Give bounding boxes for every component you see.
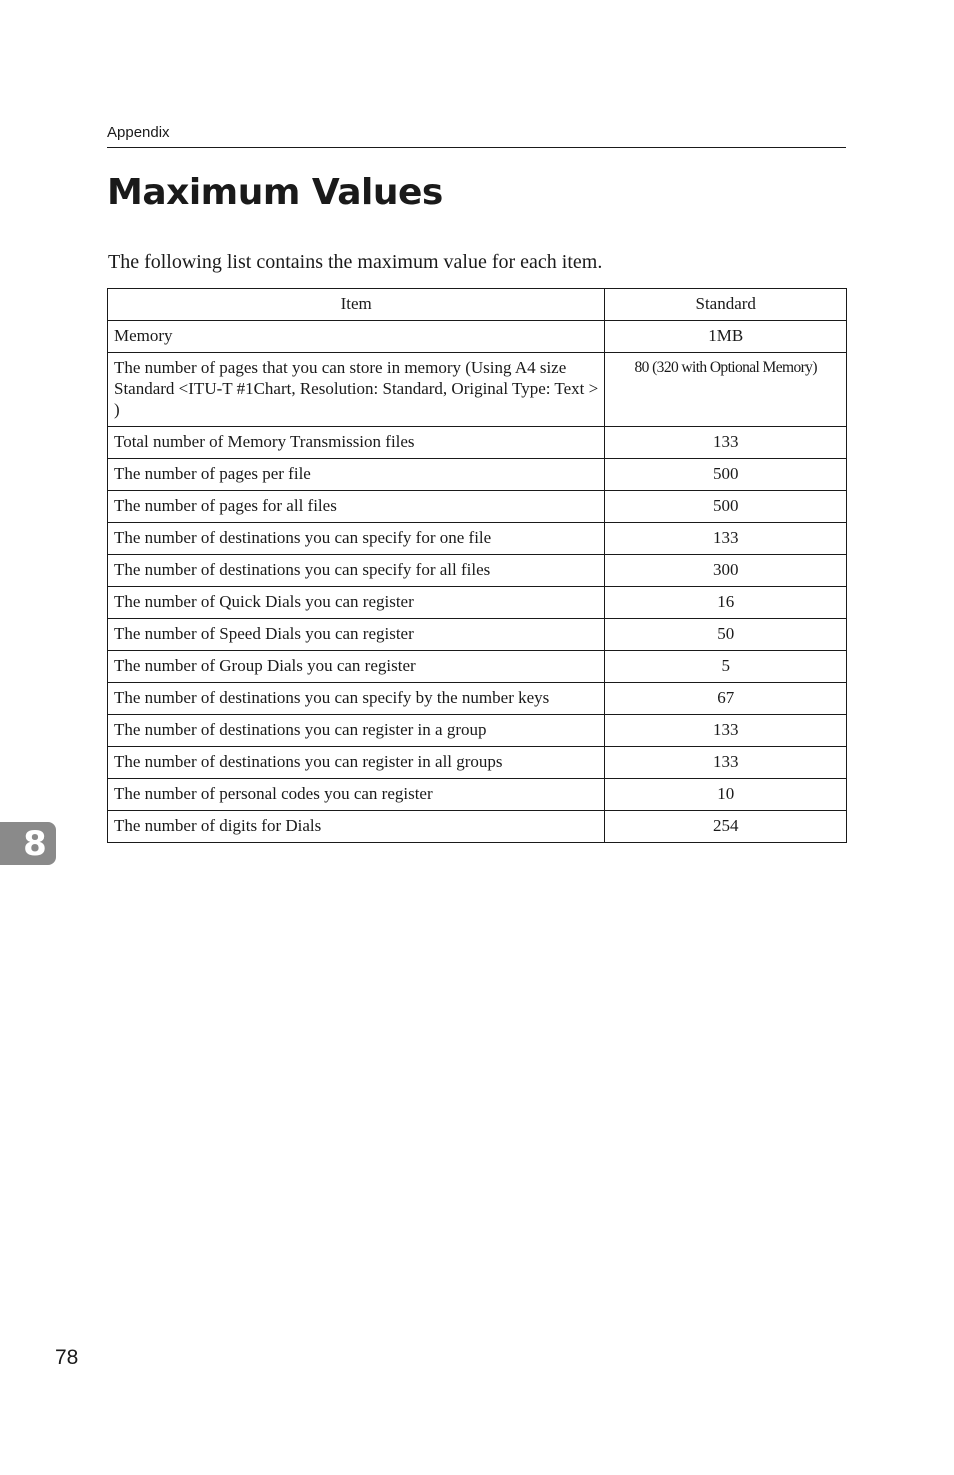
standard-cell: 16: [605, 587, 847, 619]
item-cell: The number of destinations you can specify for one file: [108, 523, 605, 555]
table-row: [108, 747, 847, 779]
table-row: [108, 321, 847, 353]
table-row: [108, 619, 847, 651]
table-row: [108, 779, 847, 811]
standard-cell: 1MB: [605, 321, 847, 353]
chapter-number: 8: [23, 823, 47, 864]
table-row: [108, 427, 847, 459]
standard-cell: 254: [605, 811, 847, 843]
item-cell: Memory: [108, 321, 605, 353]
item-cell: The number of Speed Dials you can register: [108, 619, 605, 651]
standard-cell: 500: [605, 491, 847, 523]
table-row: [108, 523, 847, 555]
standard-cell: 10: [605, 779, 847, 811]
table-row: [108, 715, 847, 747]
maximum-values-table: [107, 288, 847, 843]
item-cell: The number of destinations you can specify by the number keys: [108, 683, 605, 715]
column-header-standard: Standard: [605, 289, 847, 321]
item-cell: The number of destinations you can register in all groups: [108, 747, 605, 779]
standard-cell: 80 (320 with Optional Memory): [605, 353, 847, 427]
column-header-item: Item: [108, 289, 605, 321]
item-cell: The number of destinations you can register in a group: [108, 715, 605, 747]
table-row: [108, 459, 847, 491]
table-row: [108, 491, 847, 523]
intro-paragraph: The following list contains the maximum value for each item.: [108, 251, 603, 273]
standard-cell: 500: [605, 459, 847, 491]
standard-cell: 133: [605, 747, 847, 779]
page-number: 78: [55, 1346, 79, 1369]
page-title: Maximum Values: [107, 172, 443, 213]
item-cell: The number of Quick Dials you can register: [108, 587, 605, 619]
standard-cell: 50: [605, 619, 847, 651]
table-header-row: [108, 289, 847, 321]
item-cell: The number of pages that you can store in memory (Using A4 size Standard <ITU-T #1Chart, Resolution: Standard, Original Type: Text > ): [108, 353, 605, 427]
standard-cell: 67: [605, 683, 847, 715]
table-row: [108, 811, 847, 843]
item-cell: The number of personal codes you can register: [108, 779, 605, 811]
table-row: [108, 587, 847, 619]
table-row: [108, 353, 847, 427]
standard-cell: 5: [605, 651, 847, 683]
standard-cell: 300: [605, 555, 847, 587]
item-cell: The number of digits for Dials: [108, 811, 605, 843]
section-label: Appendix: [107, 124, 170, 141]
table-row: [108, 555, 847, 587]
chapter-tab: [0, 822, 56, 865]
standard-cell: 133: [605, 715, 847, 747]
standard-cell: 133: [605, 427, 847, 459]
item-cell: The number of Group Dials you can register: [108, 651, 605, 683]
item-cell: The number of destinations you can specify for all files: [108, 555, 605, 587]
table-row: [108, 683, 847, 715]
standard-cell: 133: [605, 523, 847, 555]
item-cell: The number of pages for all files: [108, 491, 605, 523]
item-cell: Total number of Memory Transmission files: [108, 427, 605, 459]
table-row: [108, 651, 847, 683]
header-divider: [107, 147, 846, 148]
item-cell: The number of pages per file: [108, 459, 605, 491]
